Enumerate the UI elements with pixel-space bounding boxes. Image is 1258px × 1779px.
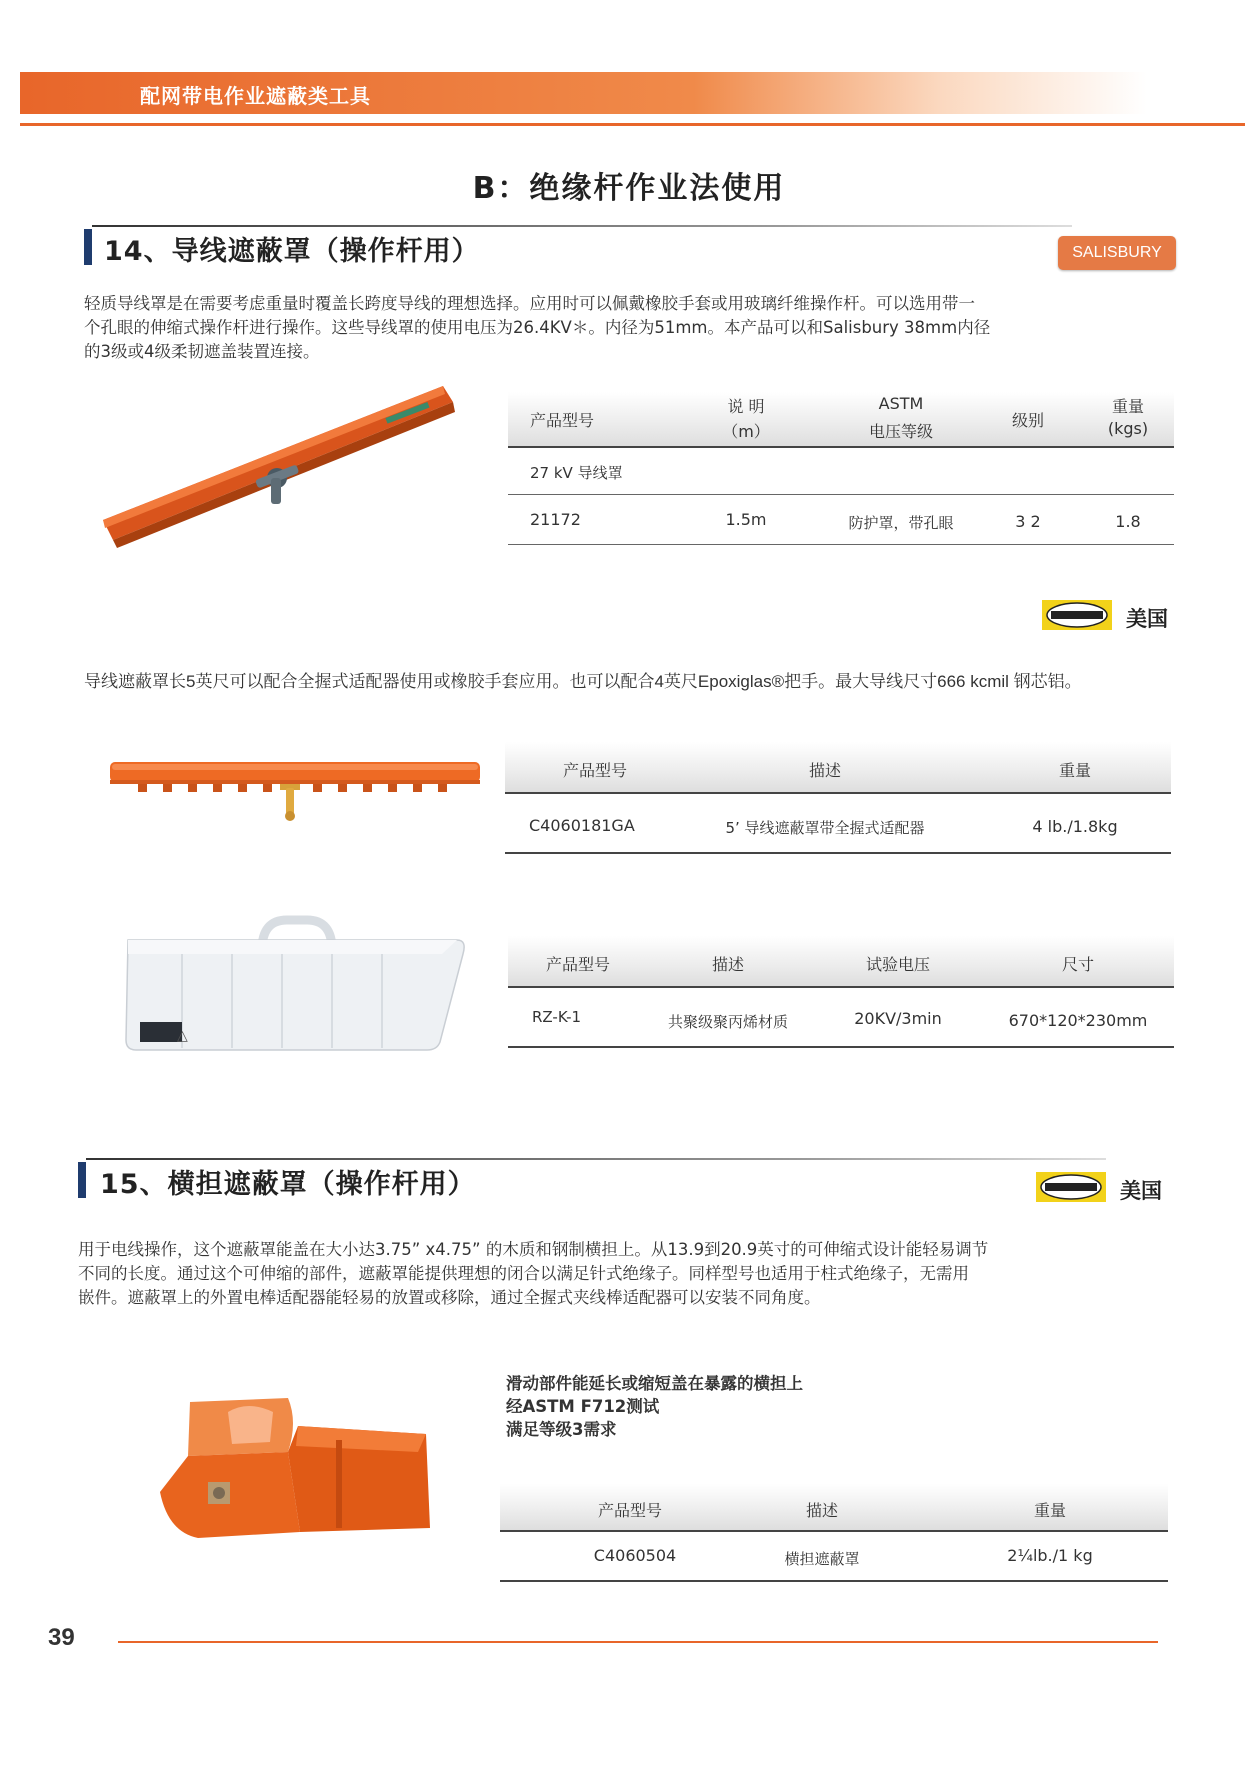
row-divider <box>500 1580 1168 1582</box>
header-voltage: 试验电压 <box>865 955 930 974</box>
cell-model: RZ-K-1 <box>532 1008 582 1026</box>
header-rule <box>20 123 1245 126</box>
header-model: 产品型号 <box>530 411 595 430</box>
country-label: 美国 <box>1120 1179 1162 1203</box>
cell-model: 21172 <box>530 510 581 529</box>
header-size: 尺寸 <box>1061 955 1094 974</box>
cell-desc: 横担遮蔽罩 <box>784 1550 860 1568</box>
row-divider <box>508 1046 1174 1048</box>
desc-line: 的3级或4级柔韧遮盖装置连接。 <box>84 342 320 361</box>
desc-line: 个孔眼的伸缩式操作杆进行操作。这些导线罩的使用电压为26.4KV＊。内径为51mm。本产品可以和Salisbury 38mm内径 <box>84 318 991 337</box>
section-15-title: 15、横担遮蔽罩（操作杆用） <box>100 1169 476 1200</box>
section-14-heading <box>84 225 1074 265</box>
storage-case-image <box>122 910 467 1055</box>
page-number: 39 <box>48 1624 75 1651</box>
hubbell-logo-icon <box>1036 1172 1106 1202</box>
header-class: 级别 <box>1011 411 1044 430</box>
cell-desc: 5’ 导线遮蔽罩带全握式适配器 <box>725 819 925 837</box>
section-14-description <box>84 292 1194 364</box>
header-weight: 重量 <box>1033 1501 1066 1520</box>
header-desc: 说 明 <box>727 397 765 416</box>
cell-model: C4060181GA <box>529 816 635 835</box>
section-rule <box>86 1158 1106 1160</box>
straight-conductor-cover-image <box>108 750 483 830</box>
header-model: 产品型号 <box>597 1501 662 1520</box>
feature-line: 经ASTM F712测试 <box>506 1397 660 1416</box>
header-model: 产品型号 <box>545 955 610 974</box>
cell-length: 1.5m <box>725 510 767 529</box>
cell-desc: 共聚级聚丙烯材质 <box>667 1013 788 1031</box>
section-rule <box>92 225 1072 227</box>
cell-astm: 防护罩，带孔眼 <box>848 514 954 532</box>
header-desc-unit: （m） <box>722 422 770 441</box>
crossarm-cover-image <box>148 1382 438 1542</box>
cell-weight: 4 lb./1.8kg <box>1032 817 1118 836</box>
page-title: B：绝缘杆作业法使用 <box>472 171 786 206</box>
header-desc: 描述 <box>808 761 841 780</box>
section-15-heading <box>78 1158 1108 1198</box>
header-weight: 重量 <box>1111 397 1144 416</box>
header-model: 产品型号 <box>562 761 627 780</box>
svg-text:△: △ <box>177 1028 188 1044</box>
cell-weight: 2¼lb./1 kg <box>1007 1546 1093 1565</box>
header-desc: 描述 <box>711 955 744 974</box>
desc-line: 轻质导线罩是在需要考虑重量时覆盖长跨度导线的理想选择。应用时可以佩戴橡胶手套或用玻璃纤维操作杆。可以选用带一 <box>84 294 975 313</box>
row-divider <box>508 494 1174 495</box>
feature-line: 滑动部件能延长或缩短盖在暴露的横担上 <box>506 1374 803 1393</box>
cell-weight: 1.8 <box>1115 512 1141 531</box>
section-15-table <box>500 1484 1168 1584</box>
cell-voltage: 20KV/3min <box>854 1009 942 1028</box>
header-weight: 重量 <box>1058 761 1091 780</box>
header-weight-unit: (kgs) <box>1107 419 1149 438</box>
desc-line: 嵌件。遮蔽罩上的外置电棒适配器能轻易的放置或移除，通过全握式夹线棒适配器可以安装不同角度。 <box>78 1288 821 1307</box>
footer-rule <box>118 1641 1158 1643</box>
cell-model: C4060504 <box>593 1546 677 1565</box>
row-divider <box>508 544 1174 545</box>
section-15-description <box>78 1238 1198 1310</box>
header-desc: 描述 <box>805 1501 838 1520</box>
desc-line: 用于电线操作，这个遮蔽罩能盖在大小达3.75” x4.75” 的木质和钢制横担上。从13.9到20.9英寸的可伸缩式设计能轻易调节 <box>78 1240 989 1259</box>
country-label: 美国 <box>1126 607 1168 631</box>
conductor-cover-image <box>95 380 465 560</box>
cell-class: 3 2 <box>1015 512 1041 531</box>
section-bar <box>78 1162 86 1198</box>
hubbell-logo-icon <box>1042 600 1112 630</box>
cell-size: 670*120*230mm <box>1008 1011 1148 1030</box>
hubbell-table <box>505 742 1171 857</box>
hubbell-description: 导线遮蔽罩长5英尺可以配合全握式适配器使用或橡胶手套应用。也可以配合4英尺Epoxiglas®把手。最大导线尺寸666 kcmil 钢芯铝。 <box>84 672 1082 691</box>
header-band <box>20 72 1245 114</box>
salisbury-brand-badge: SALISBURY <box>1058 236 1176 270</box>
header-voltage-class: 电压等级 <box>868 422 933 441</box>
section-14-title: 14、导线遮蔽罩（操作杆用） <box>104 236 480 267</box>
row-divider <box>505 852 1171 854</box>
header-astm: ASTM <box>878 394 924 413</box>
group-label: 27 kV 导线罩 <box>530 464 623 482</box>
section-bar <box>84 229 92 265</box>
feature-line: 满足等级3需求 <box>506 1420 617 1439</box>
case-table <box>508 936 1174 1051</box>
section-14-table <box>508 392 1174 547</box>
desc-line: 不同的长度。通过这个可伸缩的部件，遮蔽罩能提供理想的闭合以满足针式绝缘子。同样型号也适用于柱式绝缘子，无需用 <box>78 1264 969 1283</box>
header-title: 配网带电作业遮蔽类工具 <box>140 84 371 108</box>
